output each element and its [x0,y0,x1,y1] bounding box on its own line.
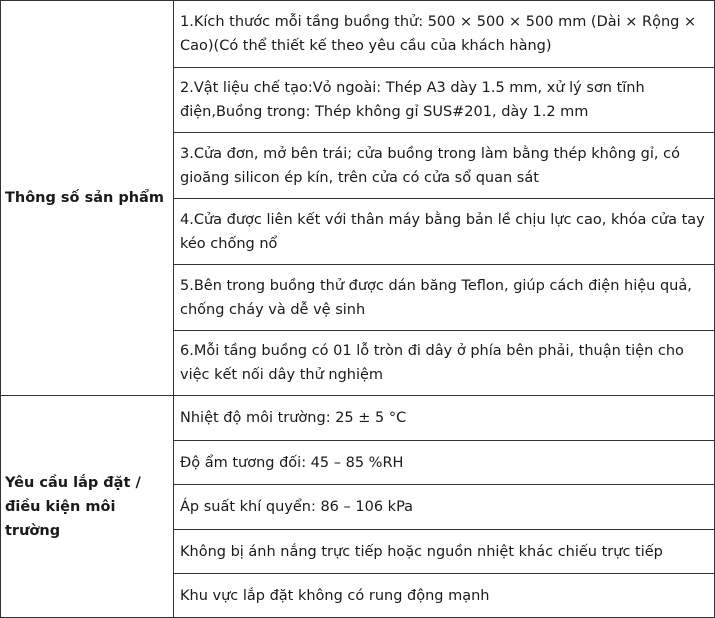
section-label-product-specs: Thông số sản phẩm [1,1,174,396]
table-row [1,396,715,441]
environment-value-cell: Khu vực lắp đặt không có rung động mạnh [174,574,715,618]
spec-value-cell: 1.Kích thước mỗi tầng buồng thử: 500 × 500 × 500 mm (Dài × Rộng × Cao)(Có thể thiết kế theo yêu cầu của khách hàng) [174,1,715,68]
section-label-installation-requirements: Yêu cầu lắp đặt / điều kiện môi trường [1,396,174,618]
table-row [1,1,715,68]
spec-value-cell: 3.Cửa đơn, mở bên trái; cửa buồng trong làm bằng thép không gỉ, có gioăng silicon ép kín, trên cửa có cửa sổ quan sát [174,133,715,199]
spec-value-cell: 2.Vật liệu chế tạo:Vỏ ngoài: Thép A3 dày 1.5 mm, xử lý sơn tĩnh điện,Buồng trong: Thép không gỉ SUS#201, dày 1.2 mm [174,68,715,133]
environment-value-cell: Độ ẩm tương đối: 45 – 85 %RH [174,441,715,485]
spec-value-cell: 4.Cửa được liên kết với thân máy bằng bản lề chịu lực cao, khóa cửa tay kéo chống nổ [174,199,715,265]
environment-value-cell: Không bị ánh nắng trực tiếp hoặc nguồn nhiệt khác chiếu trực tiếp [174,530,715,574]
environment-value-cell: Nhiệt độ môi trường: 25 ± 5 °C [174,396,715,441]
spec-value-cell: 5.Bên trong buồng thử được dán băng Teflon, giúp cách điện hiệu quả, chống cháy và dễ vệ sinh [174,265,715,331]
environment-value-cell: Áp suất khí quyển: 86 – 106 kPa [174,485,715,530]
spec-value-cell: 6.Mỗi tầng buồng có 01 lỗ tròn đi dây ở phía bên phải, thuận tiện cho việc kết nối dây thử nghiệm [174,331,715,396]
